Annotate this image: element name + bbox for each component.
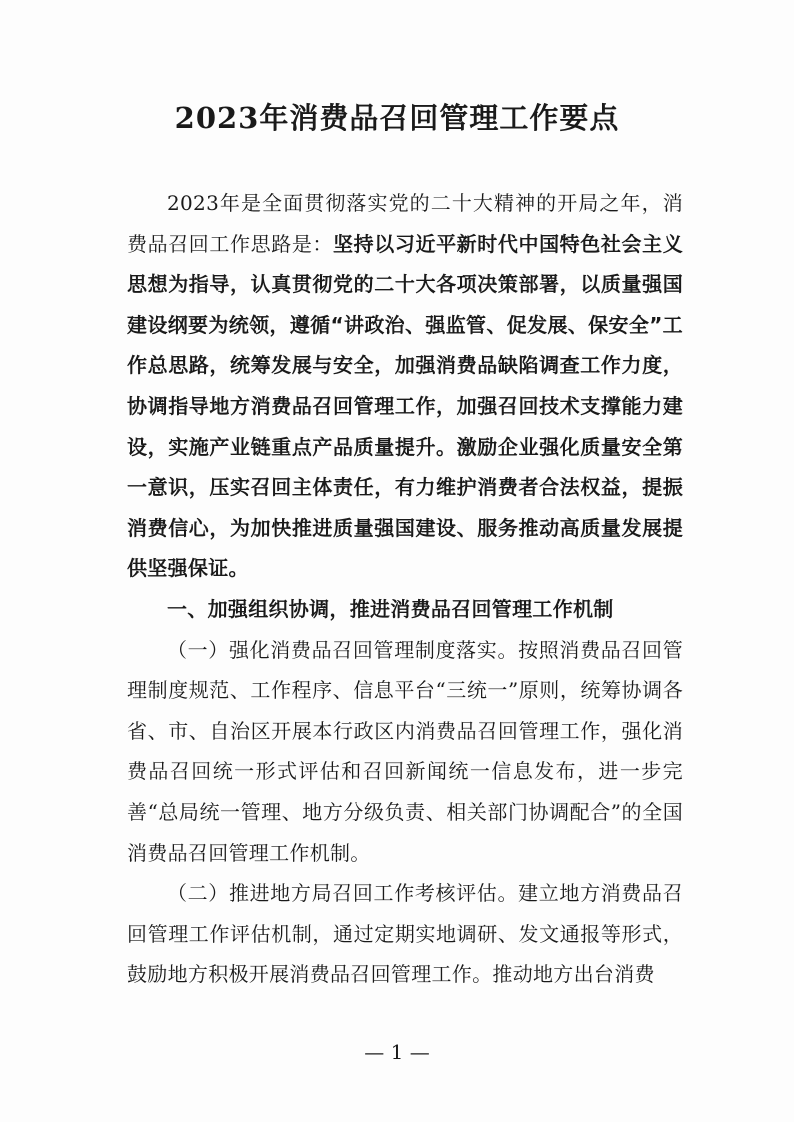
section-heading-1: 一、加强组织协调，推进消费品召回管理工作机制 [167, 596, 614, 621]
paragraph-1: （一）强化消费品召回管理制度落实。按照消费品召回管理制度规范、工作程序、信息平台“三统一”原则，统筹协调各省、市、自治区开展本行政区内消费品召回管理工作，强化消费品召回统一形式评估和召回新闻统一信息发布，进一步完善“总局统一管理、地方分级负责、相关部门协调配合”的全国消费品召回管理工作机制。 [127, 637, 683, 865]
intro-emphasis-text: 坚持以习近平新时代中国特色社会主义思想为指导，认真贯彻党的二十大各项决策部署，以质量强国建设纲要为统领，遵循“讲政治、强监管、促发展、保安全”工作总思路，统筹发展与安全，加强消费品缺陷调查工作力度，协调指导地方消费品召回管理工作，加强召回技术支撑能力建设，实施产业链重点产品质量提升。激励企业强化质量安全第一意识，压实召回主体责任，有力维护消费者合法权益，提振消费信心，为加快推进质量强国建设、服务推动高质量发展提供坚强保证。 [127, 231, 684, 581]
document-body [127, 183, 683, 995]
document-title: 2023年消费品召回管理工作要点 [174, 101, 620, 135]
intro-paragraph [127, 183, 683, 589]
intro-text: 2023年是全面贯彻落实党的二十大精神的开局之年，消费品召回工作思路是： [127, 191, 683, 256]
page-number: — 1 — [364, 1040, 430, 1064]
paragraph-2: （二）推进地方局召回工作考核评估。建立地方消费品召回管理工作评估机制，通过定期实地调研、发文通报等形式，鼓励地方积极开展消费品召回管理工作。推动地方出台消费 [127, 881, 683, 987]
